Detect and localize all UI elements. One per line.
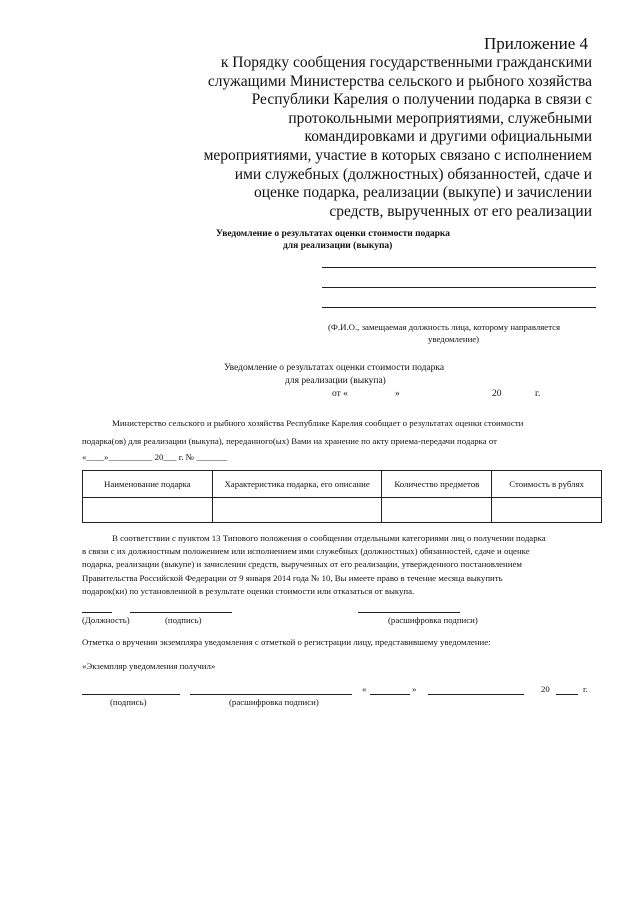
rights-line: в связи с их должностным положением или исполнением ими служебных (должностных) обязанностей, сдаче и оценке: [82, 546, 530, 557]
rights-paragraph: [82, 532, 602, 598]
body-paragraph-line: «____»__________ 20___ г. № _______: [82, 452, 228, 462]
bottom-quote-close: »: [412, 684, 417, 694]
signature-label: (подпись): [165, 615, 202, 625]
position-line: [82, 612, 112, 613]
notice-date-g: г.: [535, 389, 541, 399]
table-cell[interactable]: [212, 498, 382, 523]
body-paragraph-line: Министерство сельского и рыбного хозяйства Республике Карелия сообщает о результатах оценки стоимости: [112, 418, 524, 428]
body-paragraph-line: подарка(ов) для реализации (выкупа), переданного(ых) Вами на хранение по акту приема-передачи подарка от: [82, 436, 498, 446]
header-line: средств, вырученных от его реализации: [329, 202, 592, 220]
notice-date-from: от «: [332, 389, 348, 399]
recipient-line: [322, 287, 596, 288]
bottom-signature-label: (подпись): [110, 697, 147, 707]
appendix-header: [172, 54, 592, 221]
header-line: мероприятиями, участие в которых связано с исполнением: [203, 146, 592, 164]
gift-valuation-table: [82, 470, 602, 523]
form-title: Уведомление о результатах оценки стоимости подарка: [216, 229, 450, 239]
appendix-number: Приложение 4: [484, 34, 588, 53]
received-label: «Экземпляр уведомления получил»: [82, 661, 216, 671]
form-subtitle: для реализации (выкупа): [283, 241, 393, 251]
bottom-year-line: [556, 694, 578, 695]
bottom-signature-line: [82, 694, 180, 695]
table-header-gift-name: Наименование подарка: [83, 471, 213, 498]
bottom-decoding-label: (расшифровка подписи): [229, 697, 319, 707]
notice-date-year: 20: [492, 389, 502, 399]
table-header-gift-description: Характеристика подарка, его описание: [212, 471, 382, 498]
notice-date-quote: »: [395, 389, 400, 399]
rights-line: подарка, реализации (выкупе) и зачислении средств, вырученных от его реализации, утвержденного постановлением: [82, 559, 522, 570]
header-line: служащими Министерства сельского и рыбного хозяйства: [207, 72, 592, 90]
bottom-g: г.: [583, 684, 588, 694]
header-line: командировками и другими официальными: [304, 128, 592, 146]
header-line: ими служебных (должностных) обязанностей, сдаче и: [234, 165, 592, 183]
table-cell[interactable]: [382, 498, 492, 523]
table-header-quantity: Количество предметов: [382, 471, 492, 498]
signature-line: [130, 612, 232, 613]
bottom-quote-open: «: [362, 684, 367, 694]
header-line: к Порядку сообщения государственными гражданскими: [220, 54, 592, 71]
bottom-year: 20: [541, 684, 550, 694]
position-label: (Должность): [82, 615, 130, 625]
decoding-label: (расшифровка подписи): [388, 615, 478, 625]
recipient-line: [322, 267, 596, 268]
header-line: оценке подарка, реализации (выкупе) и зачислении: [254, 184, 592, 202]
recipient-caption: (Ф.И.О., замещаемая должность лица, которому направляется: [328, 322, 561, 332]
recipient-caption: уведомление): [428, 334, 480, 344]
notice-title: Уведомление о результатах оценки стоимости подарка: [224, 363, 445, 373]
bottom-decoding-line: [190, 694, 352, 695]
decoding-line: [358, 612, 460, 613]
header-line: Республики Карелия о получении подарка в связи с: [251, 91, 592, 109]
table-cell[interactable]: [492, 498, 602, 523]
table-row: [83, 498, 602, 523]
rights-line: В соответствии с пунктом 13 Типового положения о сообщении отдельными категориями лиц о получении подарка: [112, 533, 546, 543]
notice-subtitle: для реализации (выкупа): [285, 376, 386, 386]
rights-line: подарок(ки) по установленной в результате оценки стоимости или отказаться от выкупа.: [82, 585, 415, 596]
rights-line: Правительства Российской Федерации от 9 января 2014 года № 10, Вы имеете право в течение месяца выкупить: [82, 572, 503, 583]
recipient-line: [322, 307, 596, 308]
table-header-cost: Стоимость в рублях: [492, 471, 602, 498]
bottom-day-line: [370, 694, 410, 695]
table-cell[interactable]: [83, 498, 213, 523]
table-header-row: [83, 471, 602, 498]
bottom-month-line: [428, 694, 524, 695]
header-line: протокольными мероприятиями, служебными: [288, 109, 592, 127]
delivery-note: Отметка о вручении экземпляра уведомления с отметкой о регистрации лицу, представившему уведомление:: [82, 637, 491, 647]
